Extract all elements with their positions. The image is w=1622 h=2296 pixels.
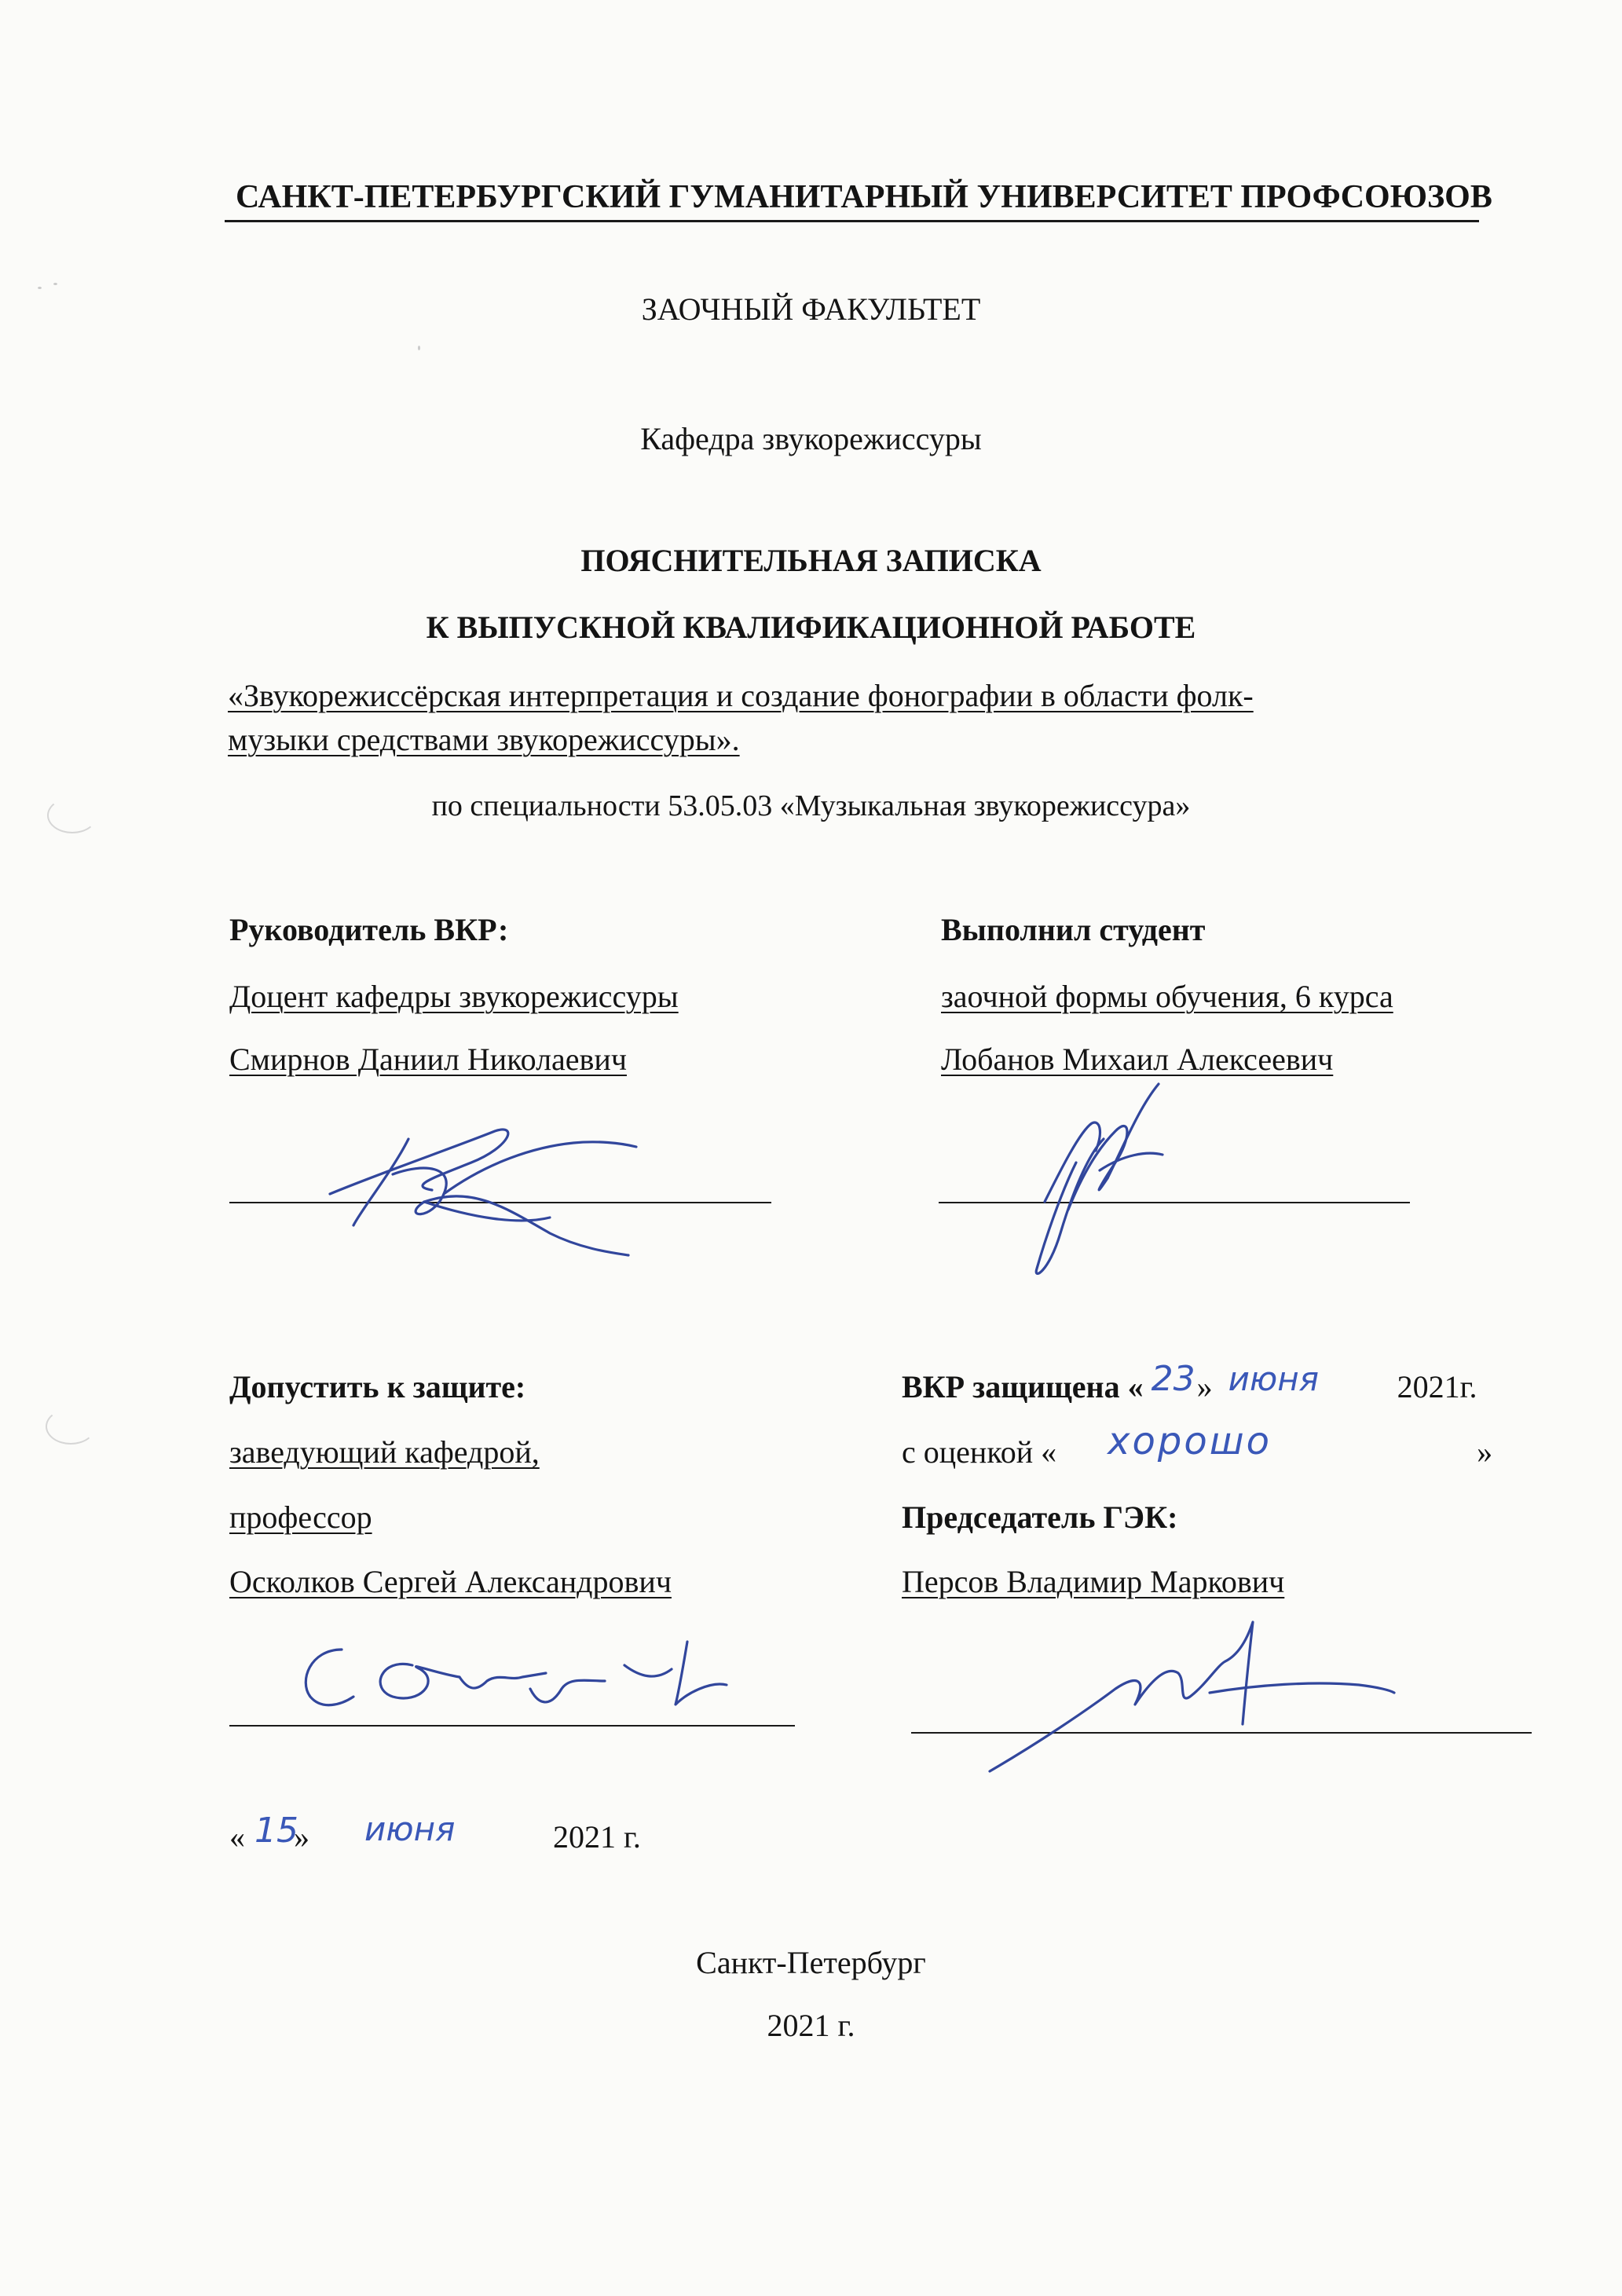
chair-signature bbox=[990, 1618, 1398, 1775]
student-name: Лобанов Михаил Алексеевич bbox=[941, 1042, 1334, 1077]
admission-position1: заведующий кафедрой, bbox=[229, 1434, 540, 1470]
grade-prefix: с оценкой « bbox=[902, 1434, 1057, 1470]
scan-speck bbox=[38, 287, 42, 289]
grade-suffix: » bbox=[1477, 1434, 1493, 1470]
admission-heading: Допустить к защите: bbox=[229, 1369, 526, 1404]
defense-day-handwritten: 23 bbox=[1151, 1359, 1195, 1399]
header-rule bbox=[225, 220, 1479, 222]
date-year: 2021 г. bbox=[553, 1819, 641, 1855]
thesis-topic-line1: «Звукорежиссёрская интерпретация и создание фонографии в области фолк- bbox=[228, 678, 1254, 713]
date-day-field bbox=[245, 1811, 298, 1856]
footer-year: 2021 г. bbox=[767, 2008, 855, 2043]
admission-name: Осколков Сергей Александрович bbox=[229, 1564, 672, 1599]
supervisor-heading: Руководитель ВКР: bbox=[229, 912, 509, 947]
date-month-field bbox=[317, 1810, 545, 1856]
defense-mid-quote: » bbox=[1196, 1369, 1213, 1404]
supervisor-signature bbox=[314, 1100, 644, 1257]
defense-prefix: ВКР защищена « bbox=[902, 1369, 1144, 1404]
defense-year: 2021г. bbox=[1397, 1369, 1477, 1404]
thesis-topic-line2: музыки средствами звукорежиссуры». bbox=[228, 722, 740, 757]
city-name: Санкт-Петербург bbox=[696, 1945, 926, 1980]
scan-speck bbox=[418, 346, 420, 350]
supervisor-name: Смирнов Даниил Николаевич bbox=[229, 1042, 627, 1077]
admission-position2: профессор bbox=[229, 1500, 372, 1535]
student-signature bbox=[1013, 1076, 1202, 1280]
specialty-line: по специальности 53.05.03 «Музыкальная звукорежиссура» bbox=[431, 789, 1191, 822]
punch-hole-mark bbox=[46, 1408, 96, 1445]
chair-heading: Председатель ГЭК: bbox=[902, 1500, 1178, 1535]
admission-date bbox=[229, 1810, 641, 1856]
student-info: заочной формы обучения, 6 курса bbox=[941, 979, 1393, 1014]
admission-signature-line bbox=[229, 1725, 795, 1727]
defense-grade-line bbox=[902, 1419, 1493, 1471]
document-title: ПОЯСНИТЕЛЬНАЯ ЗАПИСКА bbox=[580, 543, 1042, 578]
grade-field bbox=[1056, 1419, 1477, 1471]
date-close-quote: » bbox=[294, 1819, 309, 1855]
chair-name: Персов Владимир Маркович bbox=[902, 1564, 1285, 1599]
grade-handwritten: хорошо bbox=[1108, 1419, 1272, 1463]
student-heading: Выполнил студент bbox=[941, 912, 1206, 947]
scan-speck bbox=[53, 283, 57, 285]
university-name: САНКТ-ПЕТЕРБУРГСКИЙ ГУМАНИТАРНЫЙ УНИВЕРСИТЕТ ПРОФСОЮЗОВ bbox=[236, 179, 1492, 215]
defense-month-field bbox=[1221, 1360, 1397, 1406]
date-day-handwritten: 15 bbox=[254, 1811, 298, 1851]
faculty-name: ЗАОЧНЫЙ ФАКУЛЬТЕТ bbox=[641, 291, 981, 327]
defense-day-field bbox=[1144, 1359, 1197, 1406]
admission-signature bbox=[295, 1634, 734, 1720]
date-open-quote: « bbox=[229, 1819, 245, 1855]
defense-date-line bbox=[902, 1359, 1477, 1406]
date-month-handwritten: июня bbox=[364, 1810, 456, 1848]
supervisor-position: Доцент кафедры звукорежиссуры bbox=[229, 979, 679, 1014]
defense-month-handwritten: июня bbox=[1228, 1360, 1319, 1398]
department-name: Кафедра звукорежиссуры bbox=[640, 421, 982, 456]
document-subtitle: К ВЫПУСКНОЙ КВАЛИФИКАЦИОННОЙ РАБОТЕ bbox=[426, 610, 1196, 645]
